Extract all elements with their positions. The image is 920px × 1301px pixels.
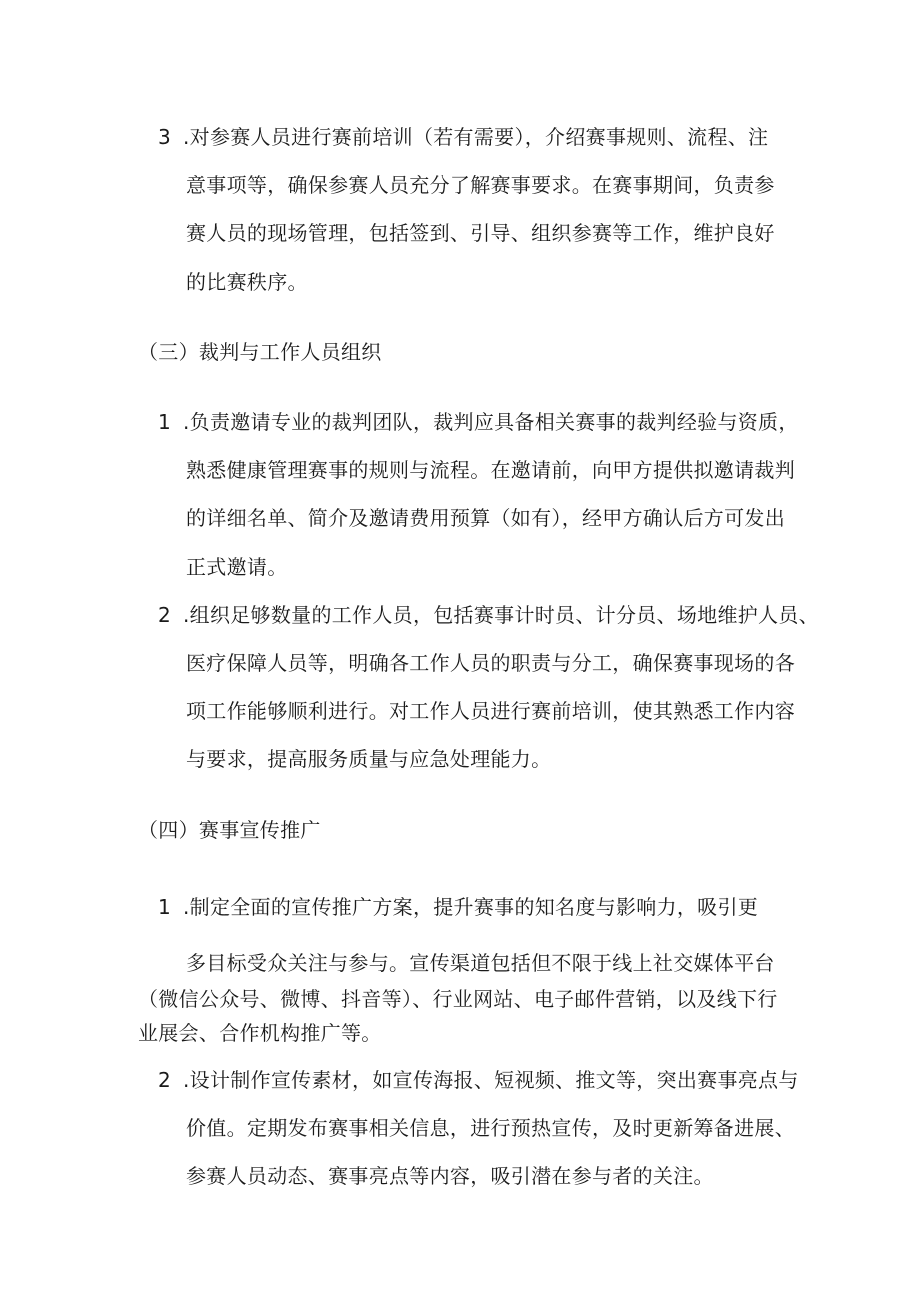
paragraph-line: .设计制作宣传素材，如宣传海报、短视频、推文等，突出赛事亮点与 — [183, 1068, 799, 1092]
paragraph-line: 医疗保障人员等，明确各工作人员的职责与分工，确保赛事现场的各 — [186, 651, 795, 675]
paragraph-line: （微信公众号、微博、抖音等）、行业网站、电子邮件营销，以及线下行 — [138, 987, 778, 1011]
paragraph-line: .制定全面的宣传推广方案，提升赛事的知名度与影响力，吸引更 — [183, 895, 759, 919]
paragraph-line: 多目标受众关注与参与。宣传渠道包括但不限于线上社交媒体平台 — [186, 951, 775, 975]
paragraph-line: 熟悉健康管理赛事的规则与流程。在邀请前，向甲方提供拟邀请裁判 — [186, 458, 795, 482]
paragraph-line: 价值。定期发布赛事相关信息，进行预热宣传，及时更新筹备进展、 — [186, 1116, 795, 1140]
paragraph-line: 业展会、合作机构推广等。 — [138, 1021, 382, 1045]
paragraph-line: 项工作能够顺利进行。对工作人员进行赛前培训，使其熟悉工作内容 — [186, 699, 795, 723]
paragraph-line: 的比赛秩序。 — [186, 270, 308, 294]
section-heading-3: （三）裁判与工作人员组织 — [138, 340, 382, 364]
paragraph-line: 赛人员的现场管理，包括签到、引导、组织参赛等工作，维护良好 — [186, 221, 775, 245]
paragraph-line: 与要求，提高服务质量与应急处理能力。 — [186, 747, 552, 771]
paragraph-line: 意事项等，确保参赛人员充分了解赛事要求。在赛事期间，负责参 — [186, 173, 775, 197]
paragraph-line: .对参赛人员进行赛前培训（若有需要），介绍赛事规则、流程、注 — [183, 125, 769, 149]
section-heading-4: （四）赛事宣传推广 — [138, 818, 321, 842]
paragraph-line: .负责邀请专业的裁判团队，裁判应具备相关赛事的裁判经验与资质， — [183, 410, 799, 434]
paragraph-line: 正式邀请。 — [186, 555, 288, 579]
paragraph-line: 参赛人员动态、赛事亮点等内容，吸引潜在参与者的关注。 — [186, 1164, 714, 1188]
list-item-number: 1 — [158, 895, 171, 919]
list-item-number: 3 — [158, 125, 171, 149]
paragraph-line: 的详细名单、简介及邀请费用预算（如有），经甲方确认后方可发出 — [186, 506, 785, 530]
list-item-number: 1 — [158, 410, 171, 434]
paragraph-line: .组织足够数量的工作人员，包括赛事计时员、计分员、场地维护人员、 — [183, 603, 819, 627]
list-item-number: 2 — [158, 1068, 171, 1092]
list-item-number: 2 — [158, 603, 171, 627]
